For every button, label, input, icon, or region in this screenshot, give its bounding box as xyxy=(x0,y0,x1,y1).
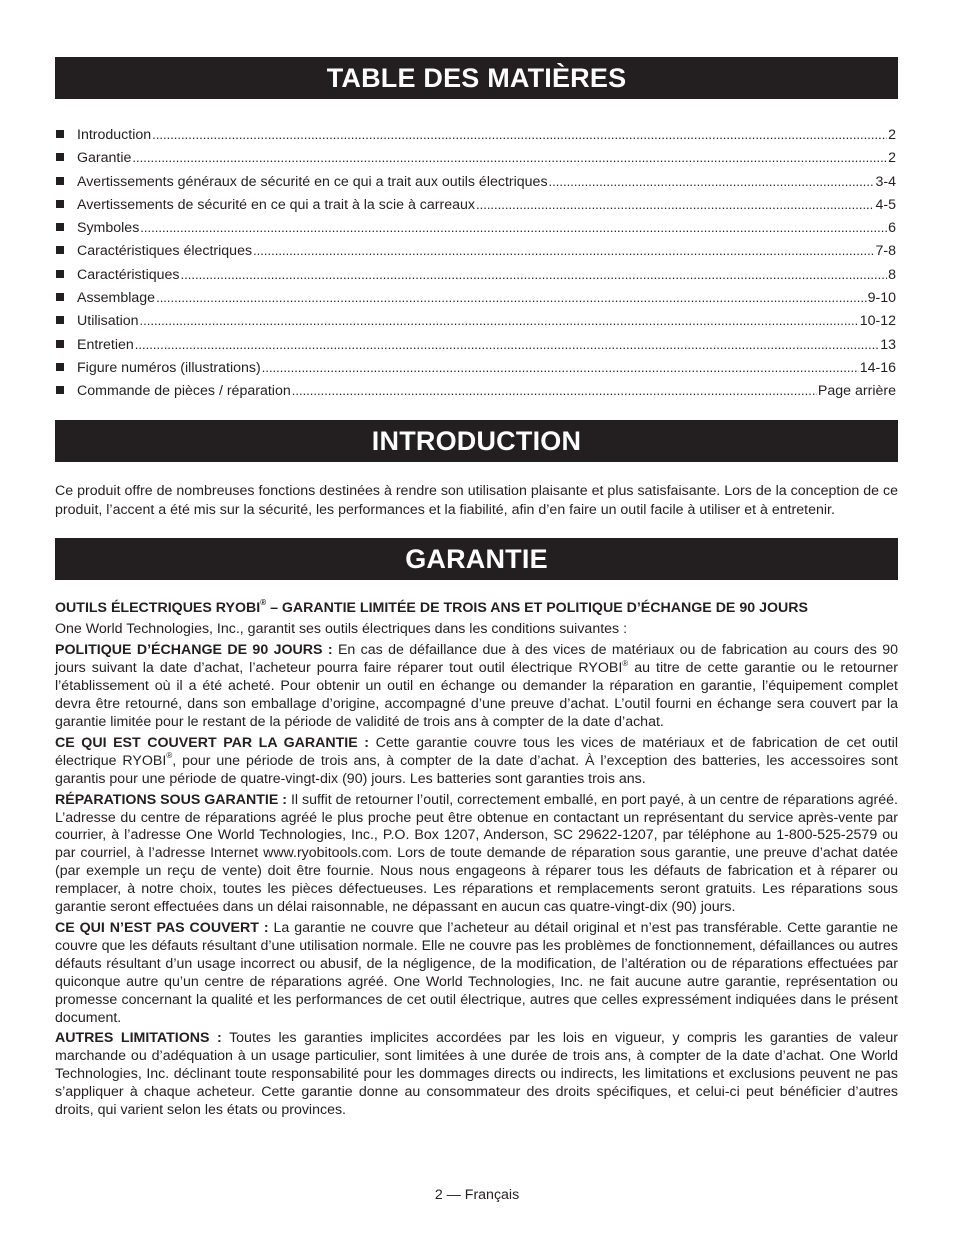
warranty-heading-text: – GARANTIE LIMITÉE DE TROIS ANS ET POLITIQUE D’ÉCHANGE DE 90 JOURS xyxy=(266,599,808,616)
not-covered-label: CE QUI N’EST PAS COUVERT : xyxy=(55,919,269,936)
warranty-repairs-text: Il suffit de retourner l’outil, correctement emballé, en port payé, à un centre de réparations agréé. L’adresse du centre de réparations agréé le plus proche peut être obtenue en contactant un représentant du service après-vente par courrier, à l’adresse One World Technologies, Inc., P.O. Box 1207, Anderson, SC 29622-1207, par téléphone au 1-800-525-2579 ou par courriel, à l’adresse Internet www.ryobitools.com. Lors de toute demande de réparation sous garantie, une preuve d’achat datée (par exemple un reçu de vente) doit être fournie. Nous nous engageons à réparer tous les défauts de fabrication et à réparer ou remplacer, à notre choix, toutes les pièces défectueuses. Les réparations et remplacements seront gratuits. Les réparations sous garantie seront effectuées dans un délai raisonnable, ne dépassant en aucun cas quatre-vingt-dix (90) jours. xyxy=(55,791,898,916)
other-limitations-label: AUTRES LIMITATIONS : xyxy=(55,1030,222,1047)
toc-leader-dots xyxy=(292,379,817,402)
toc-leader-dots xyxy=(135,333,879,356)
toc-entry-label: Garantie xyxy=(77,150,132,167)
toc-title: TABLE DES MATIÈRES xyxy=(326,63,627,93)
toc-entry-label: Entretien xyxy=(77,336,134,353)
square-bullet-icon xyxy=(56,177,64,185)
square-bullet-icon xyxy=(56,153,64,161)
introduction-title-banner xyxy=(55,420,898,462)
not-covered-text: La garantie ne couvre que l’acheteur au détail original et n’est pas transférable. Cette garantie ne couvre que les défauts résultant d’une utilisation normale. Elle ne couvre pas les problèmes de fonctionnement, défaillances ou autres défauts résultant d’un usage incorrect ou abusif, de la négligence, de la modification, de l’altération ou de réparations effectuées par quiconque autre qu’un centre de réparations agréé. One World Technologies, Inc. ne fait aucune autre garantie, représentation ou promesse concernant la qualité et les performances de cet outil électrique, autres que celles expressément indiquées dans le présent document. xyxy=(55,919,898,1026)
toc-entry-label: Assemblage xyxy=(77,290,156,307)
toc-entry xyxy=(55,193,898,216)
warranty-section xyxy=(55,597,898,1120)
toc-entry-page: 2 xyxy=(888,127,896,143)
toc-entry-label: Figure numéros (illustrations) xyxy=(77,359,261,376)
square-bullet-icon xyxy=(56,200,64,208)
square-bullet-icon xyxy=(56,293,64,301)
toc-leader-dots xyxy=(152,123,887,146)
toc-leader-dots xyxy=(140,216,887,239)
warranty-repairs-paragraph xyxy=(55,792,898,917)
toc-entry xyxy=(55,286,898,309)
square-bullet-icon xyxy=(56,386,64,394)
toc-entry xyxy=(55,239,898,262)
toc-entry-label: Caractéristiques xyxy=(77,266,180,283)
coverage-label: CE QUI EST COUVERT PAR LA GARANTIE : xyxy=(55,734,370,751)
toc-entry-page: 4-5 xyxy=(875,196,896,213)
registered-mark: ® xyxy=(260,597,267,607)
square-bullet-icon xyxy=(56,270,64,278)
toc-entry-page: 7-8 xyxy=(875,243,896,260)
toc-entry-page: 3-4 xyxy=(875,173,896,190)
square-bullet-icon xyxy=(56,363,64,371)
other-limitations-paragraph xyxy=(55,1030,898,1120)
toc-entry-label: Commande de pièces / réparation xyxy=(77,383,291,400)
toc-entry-page: 2 xyxy=(888,150,896,167)
toc-entry-label: Symboles xyxy=(77,220,140,237)
toc-leader-dots xyxy=(262,356,859,379)
toc-entry-page: 14-16 xyxy=(859,359,896,376)
page-footer xyxy=(0,1186,954,1204)
toc-entry-page: Page arrière xyxy=(817,383,896,400)
registered-mark: ® xyxy=(622,658,629,668)
toc-entry xyxy=(55,356,898,379)
square-bullet-icon xyxy=(56,223,64,231)
warranty-repairs-label: RÉPARATIONS SOUS GARANTIE : xyxy=(55,791,288,808)
toc-entry xyxy=(55,170,898,193)
coverage-text: Cette garantie couvre tous les vices de matériaux et de fabrication de cet outil électrique RYOBI xyxy=(55,734,898,769)
toc-entry-page: 13 xyxy=(880,336,896,353)
toc-entry-page: 9-10 xyxy=(867,290,896,307)
not-covered-paragraph xyxy=(55,920,898,1027)
page-content xyxy=(55,57,898,1123)
toc-entry-label: Caractéristiques électriques xyxy=(77,243,253,260)
toc-leader-dots xyxy=(476,193,875,216)
registered-mark: ® xyxy=(166,751,173,761)
table-of-contents xyxy=(55,123,898,403)
square-bullet-icon xyxy=(56,316,64,324)
page-number-language: 2 — Français xyxy=(434,1187,520,1203)
toc-title-banner xyxy=(55,57,898,99)
toc-leader-dots xyxy=(140,309,859,332)
toc-entry-page: 6 xyxy=(888,220,896,237)
square-bullet-icon xyxy=(56,130,64,138)
toc-leader-dots xyxy=(253,239,874,262)
toc-entry-label: Introduction xyxy=(77,127,152,143)
toc-entry xyxy=(55,309,898,332)
toc-entry-label: Avertissements généraux de sécurité en ce qui a trait aux outils électriques xyxy=(77,173,548,190)
exchange-policy-text: En cas de défaillance due à des vices de matériaux ou de fabrication au cours des 90 jours suivant la date d’achat, l’acheteur pourra faire réparer tout outil électrique RYOBI xyxy=(55,642,898,677)
coverage-paragraph xyxy=(55,735,898,789)
warranty-lead: One World Technologies, Inc., garantit ses outils électriques dans les conditions suivantes : xyxy=(55,621,628,638)
toc-entry xyxy=(55,216,898,239)
introduction-title: INTRODUCTION xyxy=(371,425,582,456)
toc-entry-label: Utilisation xyxy=(77,313,139,330)
toc-entry xyxy=(55,123,898,146)
exchange-policy-text-cont: au titre de cette garantie ou le retourner l’établissement où il a été acheté. Pour obtenir un outil en échange ou demander la réparation en garantie, l’équipement complet devra être retourné, dans son emballage d’origine, accompagné d’une preuve d’achat. L’outil fourni en échange sera couvert par la garantie limitée pour le restant de la période de validité de trois ans à compter de la date d’achat. xyxy=(55,660,898,730)
coverage-text-cont: , pour une période de trois ans, à compter de la date d’achat. À l’exception des batteries, les accessoires sont garantis pour une période de quatre-vingt-dix (90) jours. Les batteries sont garanties trois ans. xyxy=(55,752,898,787)
toc-entry-label: Avertissements de sécurité en ce qui a trait à la scie à carreaux xyxy=(77,196,475,213)
garantie-title-banner xyxy=(55,538,898,580)
toc-entry-page: 8 xyxy=(888,266,896,283)
toc-leader-dots xyxy=(549,170,875,193)
toc-entry xyxy=(55,333,898,356)
exchange-policy-label: POLITIQUE D’ÉCHANGE DE 90 JOURS : xyxy=(55,642,333,659)
toc-leader-dots xyxy=(132,146,887,169)
warranty-heading-brand: OUTILS ÉLECTRIQUES RYOBI xyxy=(55,599,261,616)
toc-entry-page: 10-12 xyxy=(859,313,896,330)
exchange-policy-paragraph xyxy=(55,642,898,732)
garantie-title: GARANTIE xyxy=(405,543,548,574)
toc-leader-dots xyxy=(181,263,888,286)
square-bullet-icon xyxy=(56,340,64,348)
toc-entry xyxy=(55,379,898,402)
warranty-heading xyxy=(55,597,898,618)
introduction-text: Ce produit offre de nombreuses fonctions destinées à rendre son utilisation plaisante et plus satisfaisante. Lors de la conception de ce produit, l’accent a été mis sur la sécurité, les performances et la fiabilité, afin d’en faire un outil facile à utiliser et à entretenir. xyxy=(55,482,898,519)
toc-entry xyxy=(55,146,898,169)
square-bullet-icon xyxy=(56,246,64,254)
other-limitations-text: Toutes les garanties implicites accordées par les lois en vigueur, y compris les garanties de valeur marchande ou d’adéquation à un usage particulier, sont limitées à une durée de trois ans, à compter de la date d’achat. One World Technologies, Inc. déclinant toute responsabilité pour les dommages directs ou indirects, les limitations et exclusions peuvent ne pas s’appliquer à chaque acheteur. Cette garantie donne au consommateur des droits spécifiques, et celui-ci peut bénéficier d’autres droits, qui varient selon les états ou provinces. xyxy=(55,1030,898,1119)
toc-entry xyxy=(55,263,898,286)
toc-leader-dots xyxy=(156,286,867,309)
